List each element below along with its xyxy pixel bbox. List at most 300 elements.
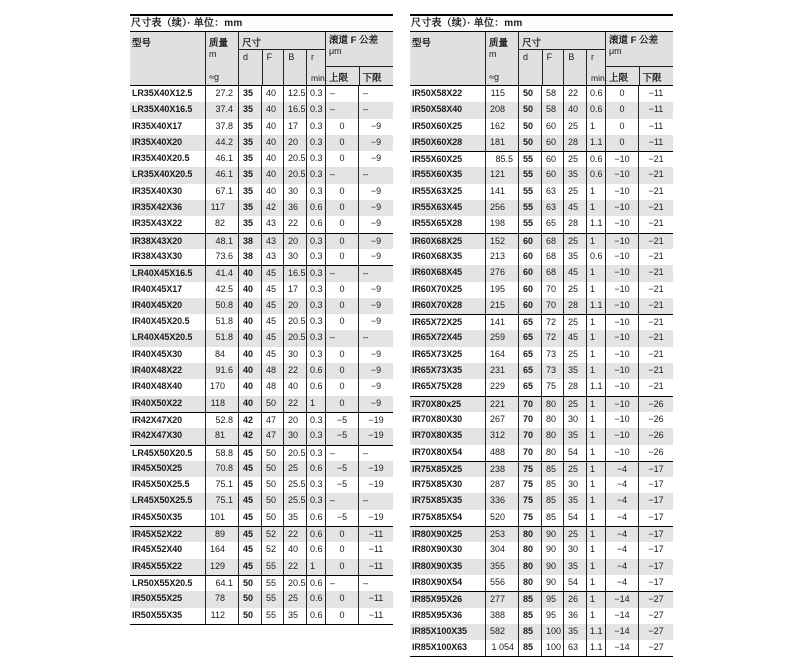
cell-b: 40 (563, 102, 586, 118)
col-header-mass (485, 32, 518, 85)
table-row (130, 412, 393, 428)
cell-r: 1 (586, 559, 605, 575)
cell-f: 40 (261, 119, 283, 135)
cell-b: 25.5 (283, 477, 306, 493)
table-row (130, 493, 393, 509)
cell-lower: −11 (358, 591, 393, 607)
table-title: 尺寸表（续）· 单位：mm (410, 14, 673, 32)
cell-d: 50 (518, 135, 541, 151)
cell-b: 35 (283, 608, 306, 624)
cell-mass: 215 (485, 298, 518, 314)
cell-b: 28 (563, 216, 586, 232)
cell-d: 40 (238, 282, 261, 298)
cell-upper: 0 (325, 559, 358, 575)
cell-f: 95 (541, 608, 563, 624)
cell-upper: 0 (325, 184, 358, 200)
cell-mass: 51.8 (205, 330, 238, 346)
cell-b: 30 (283, 347, 306, 363)
col-header-model: 型号 (132, 38, 152, 49)
cell-d: 60 (518, 249, 541, 265)
cell-upper: 0 (325, 379, 358, 395)
cell-model: IR75X85X25 (412, 463, 463, 474)
cell-r: 1 (586, 234, 605, 249)
cell-f: 50 (261, 493, 283, 509)
table-row (130, 330, 393, 346)
cell-f: 60 (541, 167, 563, 183)
cell-lower: −9 (358, 184, 393, 200)
cell-model: IR35X40X20.5 (132, 153, 190, 164)
table-row (410, 428, 673, 444)
cell-upper: – (325, 167, 358, 183)
cell-r: 0.3 (306, 477, 325, 493)
cell-f: 100 (541, 624, 563, 640)
cell-f: 80 (541, 428, 563, 444)
cell-d: 45 (238, 510, 261, 526)
cell-r: 0.6 (586, 102, 605, 118)
cell-model: IR60X68X25 (412, 235, 463, 246)
cell-f: 40 (261, 135, 283, 151)
cell-lower: −9 (358, 200, 393, 216)
cell-b: 20 (283, 413, 306, 428)
cell-lower: −17 (638, 575, 673, 591)
cell-d: 45 (238, 493, 261, 509)
cell-r: 0.6 (306, 542, 325, 558)
cell-d: 50 (238, 608, 261, 624)
cell-b: 22 (283, 559, 306, 575)
table-row (130, 445, 393, 461)
cell-model: IR45X55X22 (132, 560, 183, 571)
cell-d: 85 (518, 640, 541, 656)
cell-mass: 198 (485, 216, 518, 232)
dim-label-f: F (542, 50, 564, 85)
cell-b: 28 (563, 135, 586, 151)
cell-upper: −4 (605, 575, 638, 591)
table-row (410, 461, 673, 477)
dims-label: 尺寸 (519, 32, 605, 50)
cell-b: 20 (283, 135, 306, 151)
table-row (130, 119, 393, 135)
cell-f: 47 (261, 413, 283, 428)
cell-f: 80 (541, 397, 563, 412)
table-row (410, 412, 673, 428)
table-row (410, 86, 673, 102)
cell-lower: −17 (638, 510, 673, 526)
cell-lower: −9 (358, 249, 393, 265)
table-row (130, 282, 393, 298)
cell-f: 65 (541, 216, 563, 232)
cell-mass: 170 (205, 379, 238, 395)
cell-f: 90 (541, 527, 563, 542)
cell-lower: – (358, 102, 393, 118)
cell-f: 52 (261, 527, 283, 542)
table-row (130, 216, 393, 232)
cell-upper: −10 (605, 315, 638, 330)
cell-lower: −9 (358, 314, 393, 330)
cell-f: 55 (261, 608, 283, 624)
table-row (410, 526, 673, 542)
table-row (410, 102, 673, 118)
cell-lower: −11 (638, 86, 673, 102)
cell-r: 0.3 (306, 119, 325, 135)
cell-upper: – (325, 102, 358, 118)
cell-upper: −4 (605, 462, 638, 477)
cell-mass: 27.2 (205, 86, 238, 102)
col-header-dims (238, 32, 328, 85)
table-row (410, 624, 673, 640)
cell-d: 60 (518, 298, 541, 314)
cell-upper: 0 (605, 119, 638, 135)
mass-label: 质量 (209, 38, 229, 49)
cell-mass: 82 (205, 216, 238, 232)
cell-upper: – (325, 266, 358, 281)
cell-lower: −21 (638, 200, 673, 216)
cell-upper: 0 (325, 216, 358, 232)
cell-mass: 52.8 (205, 413, 238, 428)
cell-model: IR45X50X25 (132, 462, 183, 473)
cell-upper: −14 (605, 608, 638, 624)
cell-lower: – (358, 167, 393, 183)
cell-r: 0.3 (306, 413, 325, 428)
cell-f: 75 (541, 379, 563, 395)
cell-lower: −9 (358, 282, 393, 298)
cell-r: 1 (586, 575, 605, 591)
cell-model: IR35X40X20 (132, 136, 183, 147)
cell-upper: −4 (605, 477, 638, 493)
cell-upper: – (325, 493, 358, 509)
table-row (130, 542, 393, 558)
cell-lower: −26 (638, 445, 673, 461)
table-row (410, 167, 673, 183)
table-row (410, 493, 673, 509)
cell-upper: 0 (325, 542, 358, 558)
cell-model: LR40X45X20.5 (132, 332, 193, 343)
cell-b: 22 (283, 527, 306, 542)
cell-b: 30 (283, 249, 306, 265)
cell-d: 40 (238, 266, 261, 281)
cell-r: 0.3 (306, 330, 325, 346)
table-row (130, 510, 393, 526)
cell-r: 1 (586, 527, 605, 542)
cell-lower: −9 (358, 298, 393, 314)
cell-f: 50 (261, 477, 283, 493)
cell-model: IR80X90X54 (412, 576, 463, 587)
cell-lower: −9 (358, 379, 393, 395)
cell-model: IR80X90X25 (412, 529, 463, 540)
dim-label-r-text: r (591, 52, 594, 62)
cell-r: 1 (306, 559, 325, 575)
table-row (410, 559, 673, 575)
cell-lower: −17 (638, 477, 673, 493)
cell-mass: 256 (485, 200, 518, 216)
cell-mass: 41.4 (205, 266, 238, 281)
cell-model: IR65X72X25 (412, 317, 463, 328)
cell-f: 73 (541, 363, 563, 379)
cell-model: LR40X45X16.5 (132, 268, 193, 279)
dim-label-r-min: min. (591, 73, 608, 83)
cell-r: 0.3 (306, 234, 325, 249)
cell-upper: −10 (605, 298, 638, 314)
cell-model: IR65X73X25 (412, 348, 463, 359)
cell-d: 35 (238, 119, 261, 135)
cell-b: 20.5 (283, 576, 306, 591)
cell-b: 25 (563, 527, 586, 542)
cell-lower: −9 (358, 216, 393, 232)
cell-upper: −5 (325, 477, 358, 493)
cell-r: 1 (586, 510, 605, 526)
cell-f: 45 (261, 282, 283, 298)
cell-mass: 277 (485, 592, 518, 607)
table-title: 尺寸表（续）· 单位：mm (130, 14, 393, 32)
tolerance-unit: μm (609, 46, 622, 56)
cell-mass: 355 (485, 559, 518, 575)
cell-d: 35 (238, 200, 261, 216)
cell-d: 65 (518, 363, 541, 379)
cell-d: 40 (238, 379, 261, 395)
cell-upper: 0 (605, 102, 638, 118)
cell-f: 52 (261, 542, 283, 558)
cell-model: IR35X43X22 (132, 218, 183, 229)
cell-lower: −21 (638, 234, 673, 249)
cell-d: 45 (238, 446, 261, 461)
cell-mass: 162 (485, 119, 518, 135)
cell-model: IR40X48X40 (132, 381, 183, 392)
cell-lower: −17 (638, 559, 673, 575)
cell-r: 0.3 (306, 314, 325, 330)
cell-b: 36 (563, 608, 586, 624)
cell-b: 25 (563, 234, 586, 249)
cell-b: 25 (283, 591, 306, 607)
cell-upper: −10 (605, 412, 638, 428)
cell-r: 1 (586, 493, 605, 509)
cell-mass: 238 (485, 462, 518, 477)
cell-upper: −10 (605, 167, 638, 183)
cell-b: 22 (563, 86, 586, 102)
cell-d: 75 (518, 477, 541, 493)
cell-r: 0.3 (306, 151, 325, 167)
cell-upper: −4 (605, 510, 638, 526)
cell-d: 40 (238, 298, 261, 314)
cell-model: IR40X45X17 (132, 283, 183, 294)
cell-b: 26 (563, 592, 586, 607)
cell-mass: 267 (485, 412, 518, 428)
cell-d: 38 (238, 249, 261, 265)
table-row (410, 216, 673, 232)
cell-b: 17 (283, 282, 306, 298)
cell-upper: −4 (605, 493, 638, 509)
cell-lower: −11 (638, 102, 673, 118)
cell-r: 0.6 (586, 86, 605, 102)
cell-f: 50 (261, 461, 283, 477)
cell-lower: – (358, 330, 393, 346)
cell-d: 45 (238, 559, 261, 575)
cell-model: IR60X68X45 (412, 267, 463, 278)
cell-b: 63 (563, 640, 586, 656)
mass-unit-m: m (489, 49, 497, 59)
cell-d: 50 (238, 591, 261, 607)
cell-b: 25 (563, 152, 586, 167)
tolerance-label (326, 32, 393, 67)
cell-d: 55 (518, 216, 541, 232)
cell-lower: −27 (638, 624, 673, 640)
table-row (130, 151, 393, 167)
cell-model: IR50X60X25 (412, 120, 463, 131)
cell-mass: 213 (485, 249, 518, 265)
table-row (410, 640, 673, 656)
cell-f: 40 (261, 102, 283, 118)
cell-d: 65 (518, 347, 541, 363)
cell-upper: 0 (325, 135, 358, 151)
cell-b: 54 (563, 575, 586, 591)
cell-r: 0.6 (306, 363, 325, 379)
cell-model: IR35X40X17 (132, 120, 183, 131)
cell-lower: −21 (638, 249, 673, 265)
cell-upper: 0 (325, 363, 358, 379)
cell-upper: – (325, 330, 358, 346)
cell-mass: 91.6 (205, 363, 238, 379)
cell-lower: −9 (358, 363, 393, 379)
table-row (410, 542, 673, 558)
cell-lower: – (358, 493, 393, 509)
cell-f: 50 (261, 510, 283, 526)
cell-model: IR65X72X45 (412, 332, 463, 343)
cell-mass: 75.1 (205, 477, 238, 493)
cell-model: IR80X90X35 (412, 560, 463, 571)
dim-label-r (586, 50, 608, 85)
cell-mass: 58.8 (205, 446, 238, 461)
cell-upper: 0 (325, 119, 358, 135)
cell-r: 0.3 (306, 282, 325, 298)
cell-d: 40 (238, 314, 261, 330)
cell-r: 1 (306, 396, 325, 412)
cell-f: 85 (541, 510, 563, 526)
cell-b: 16.5 (283, 266, 306, 281)
cell-b: 25 (563, 119, 586, 135)
table-row (130, 167, 393, 183)
table-row (130, 184, 393, 200)
table-row (130, 233, 393, 249)
cell-f: 60 (541, 119, 563, 135)
cell-r: 1 (586, 397, 605, 412)
cell-upper: 0 (325, 396, 358, 412)
cell-b: 35 (563, 559, 586, 575)
dim-label-b: B (283, 50, 306, 85)
cell-mass: 129 (205, 559, 238, 575)
cell-upper: 0 (325, 314, 358, 330)
table-row (130, 135, 393, 151)
cell-r: 0.6 (306, 200, 325, 216)
cell-mass: 164 (485, 347, 518, 363)
table-row (130, 347, 393, 363)
cell-d: 40 (238, 396, 261, 412)
cell-upper: −14 (605, 592, 638, 607)
cell-d: 45 (238, 461, 261, 477)
table-row (410, 265, 673, 281)
cell-model: IR70X80x25 (412, 398, 462, 409)
cell-b: 54 (563, 445, 586, 461)
cell-upper: 0 (325, 282, 358, 298)
cell-mass: 75.1 (205, 493, 238, 509)
cell-f: 72 (541, 315, 563, 330)
cell-lower: −17 (638, 493, 673, 509)
cell-upper: 0 (325, 527, 358, 542)
cell-lower: −21 (638, 330, 673, 346)
cell-r: 0.3 (306, 86, 325, 102)
cell-mass: 208 (485, 102, 518, 118)
dim-label-b: B (563, 50, 586, 85)
col-header-upper-limit: 上限 (329, 73, 349, 85)
cell-model: IR70X80X30 (412, 413, 463, 424)
table-row (130, 575, 393, 591)
cell-b: 25.5 (283, 493, 306, 509)
table-row (130, 608, 393, 624)
cell-b: 35 (283, 510, 306, 526)
cell-mass: 115 (485, 86, 518, 102)
cell-b: 28 (563, 298, 586, 314)
cell-r: 0.3 (306, 493, 325, 509)
table-row (130, 396, 393, 412)
col-header-upper-limit: 上限 (609, 73, 629, 85)
cell-d: 75 (518, 493, 541, 509)
cell-upper: −10 (605, 234, 638, 249)
cell-model: LR35X40X12.5 (132, 88, 193, 98)
cell-f: 50 (261, 446, 283, 461)
cell-mass: 81 (205, 428, 238, 444)
cell-lower: −21 (638, 167, 673, 183)
cell-upper: −10 (605, 249, 638, 265)
cell-model: IR60X68X35 (412, 250, 463, 261)
cell-mass: 46.1 (205, 151, 238, 167)
cell-model: IR55X65X28 (412, 218, 463, 229)
cell-model: IR70X80X54 (412, 446, 463, 457)
cell-d: 60 (518, 234, 541, 249)
cell-b: 45 (563, 330, 586, 346)
table-row (410, 151, 673, 167)
cell-upper: 0 (325, 298, 358, 314)
cell-d: 35 (238, 216, 261, 232)
cell-d: 50 (518, 86, 541, 102)
cell-lower: −26 (638, 428, 673, 444)
cell-model: IR65X75X28 (412, 381, 463, 392)
cell-f: 40 (261, 167, 283, 183)
cell-r: 0.6 (306, 216, 325, 232)
cell-d: 40 (238, 363, 261, 379)
cell-model: IR60X70X25 (412, 283, 463, 294)
cell-f: 40 (261, 184, 283, 200)
dims-sub-header (239, 50, 328, 85)
cell-d: 50 (238, 576, 261, 591)
cell-lower: −11 (638, 135, 673, 151)
cell-r: 1.1 (586, 379, 605, 395)
cell-b: 20 (283, 298, 306, 314)
cell-f: 45 (261, 298, 283, 314)
cell-mass: 73.6 (205, 249, 238, 265)
cell-mass: 118 (205, 396, 238, 412)
cell-f: 42 (261, 200, 283, 216)
cell-f: 45 (261, 347, 283, 363)
cell-mass: 195 (485, 282, 518, 298)
cell-lower: −9 (358, 396, 393, 412)
cell-lower: −11 (358, 559, 393, 575)
cell-model: IR65X73X35 (412, 365, 463, 376)
cell-lower: −21 (638, 363, 673, 379)
cell-r: 0.6 (586, 249, 605, 265)
cell-lower: −9 (358, 151, 393, 167)
table-row (130, 102, 393, 118)
cell-mass: 48.1 (205, 234, 238, 249)
cell-f: 48 (261, 363, 283, 379)
cell-mass: 287 (485, 477, 518, 493)
cell-mass: 152 (485, 234, 518, 249)
